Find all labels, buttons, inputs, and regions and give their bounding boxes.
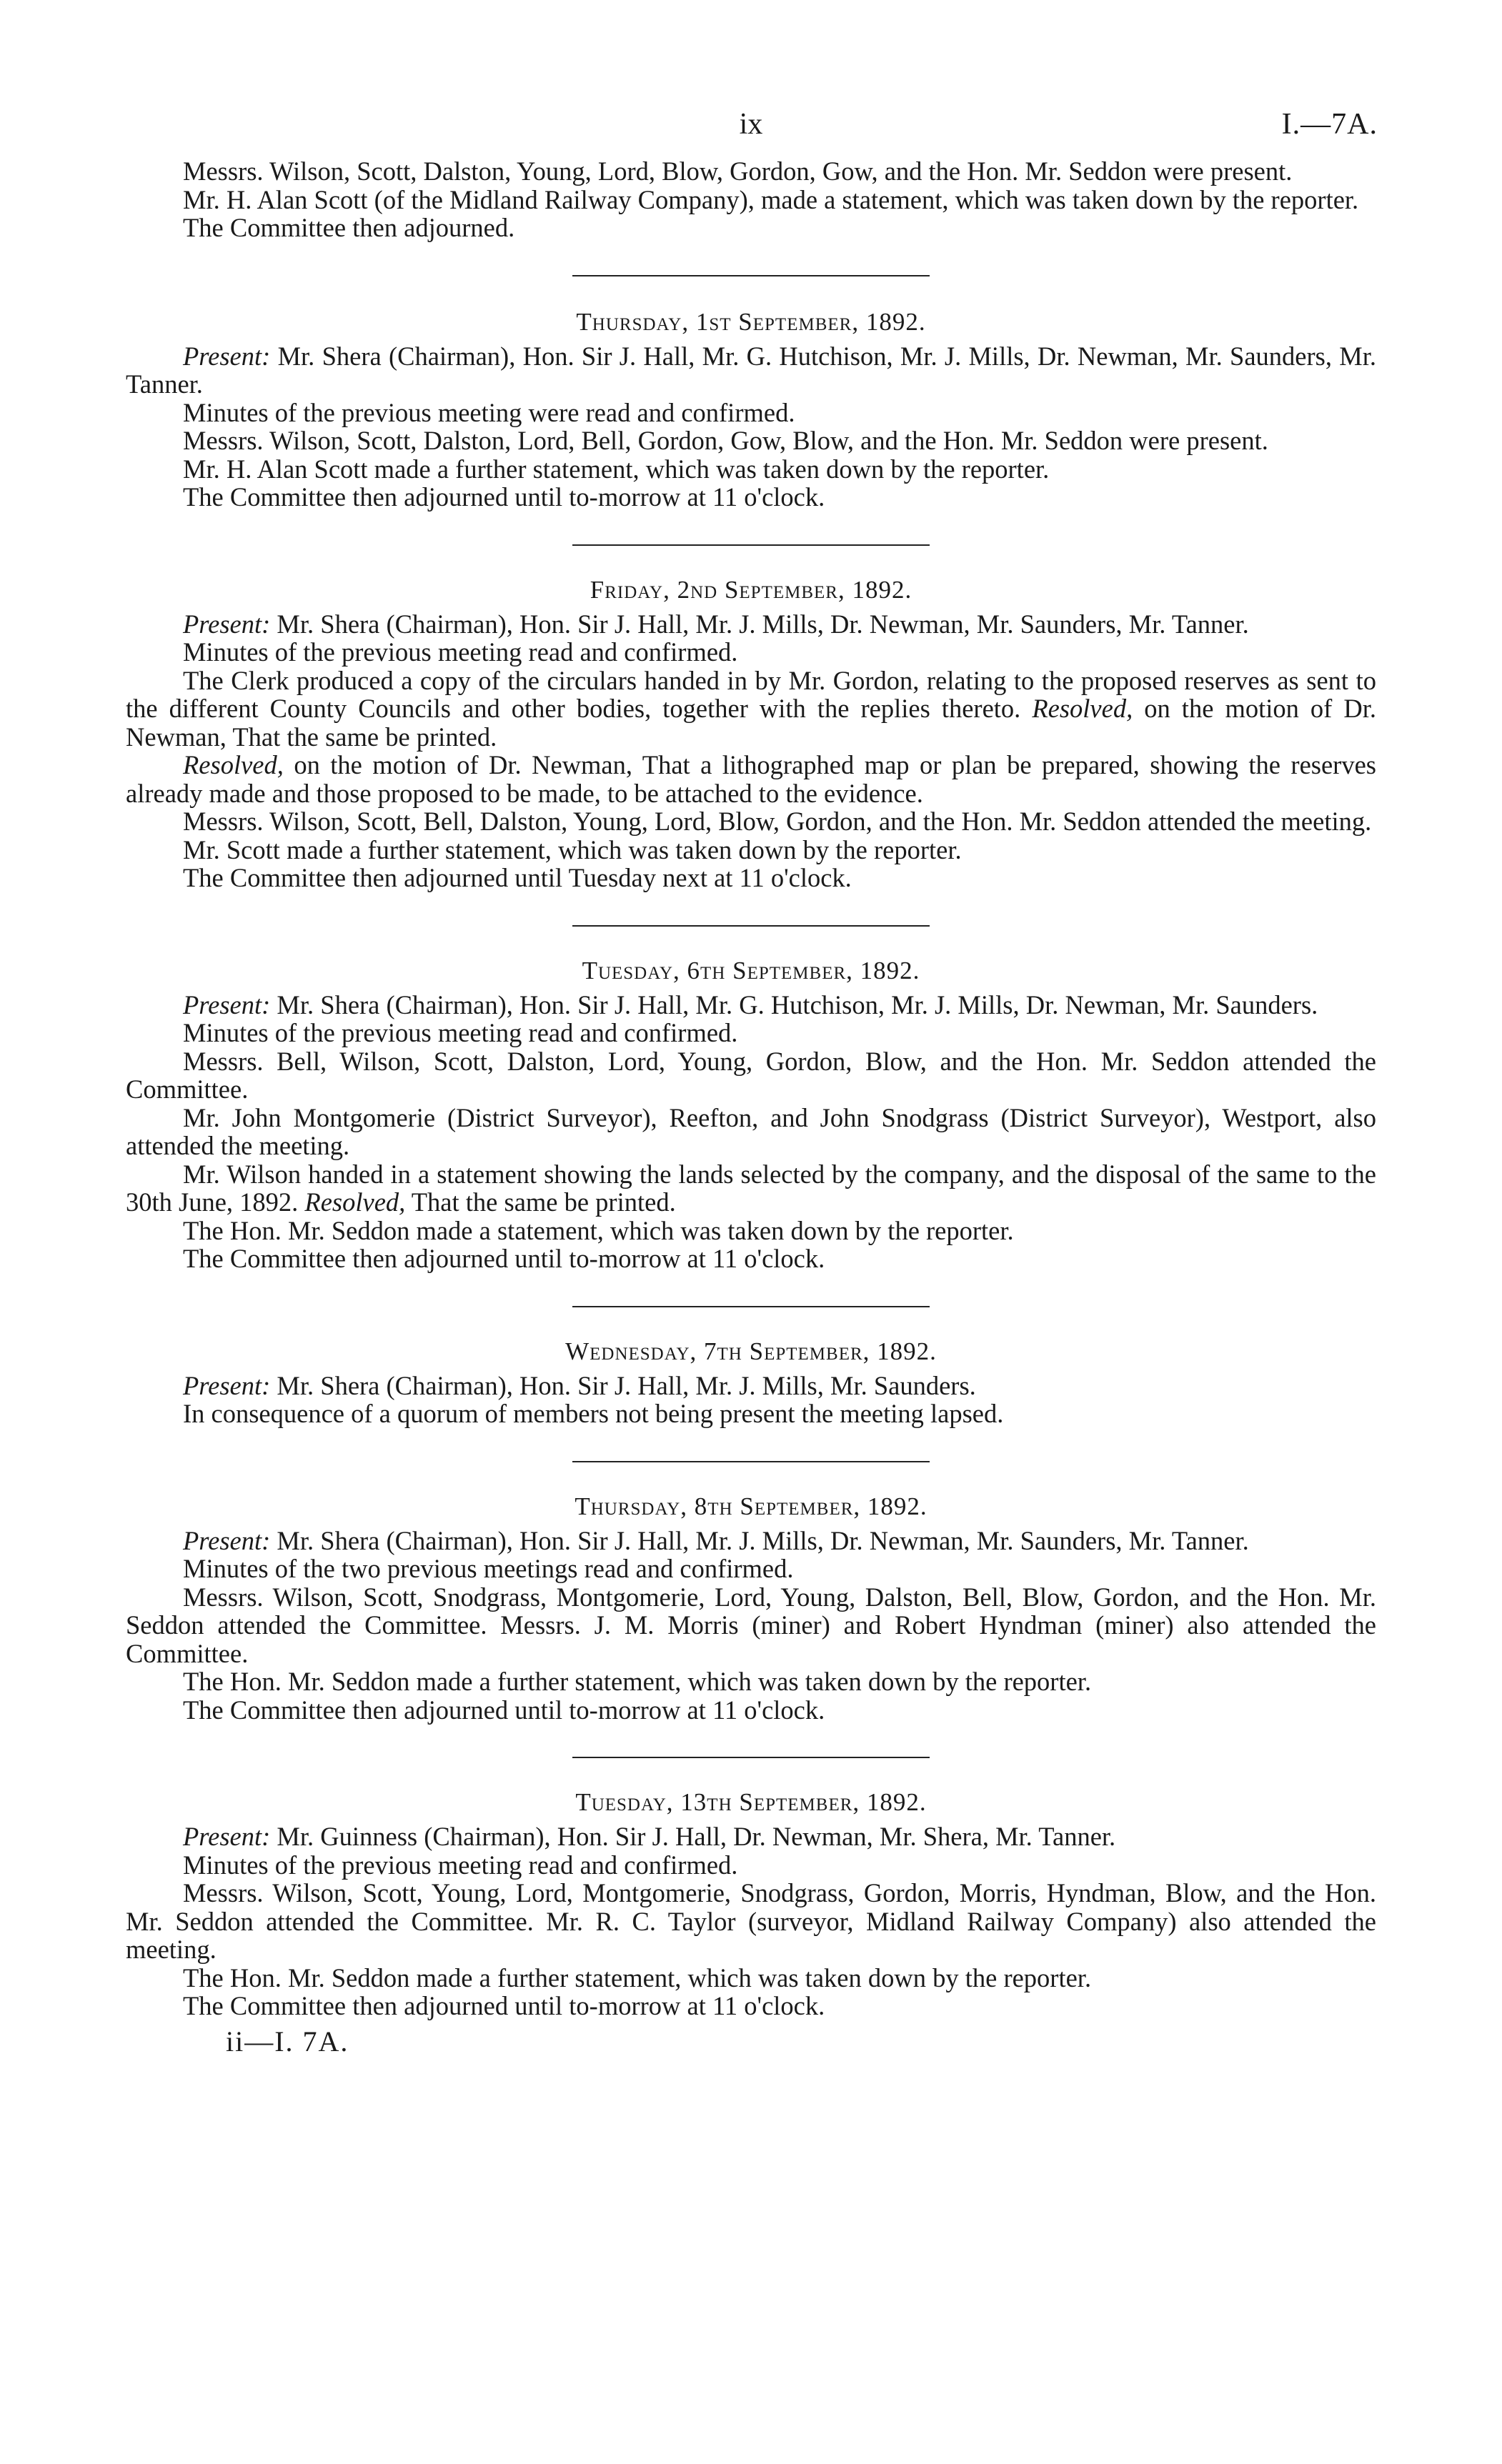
circulars-text: The Clerk produced a copy of the circulars handed in by Mr. Gordon, relating to the proposed reserves as sent to the different County Councils and other bodies, together with the replies thereto.	[126, 665, 1376, 723]
adjournment-paragraph: The Committee then adjourned until Tuesday next at 11 o'clock.	[183, 863, 852, 892]
session-thursday-1-sept	[126, 308, 1376, 512]
present-label: Present:	[183, 341, 271, 371]
attendance-paragraph: Messrs. Wilson, Scott, Young, Lord, Montgomerie, Snodgrass, Gordon, Morris, Hyndman, Blow, and the Hon. Mr. Seddon attended the Committee. Mr. R. C. Taylor (surveyor, Midland Railway Company) also attended the meeting.	[126, 1878, 1376, 1964]
section-divider	[572, 1306, 930, 1307]
statement-paragraph: Mr. Scott made a further statement, which was taken down by the reporter.	[183, 834, 962, 864]
intro-paragraph: Mr. H. Alan Scott (of the Midland Railway Company), made a statement, which was taken down by the reporter.	[183, 184, 1359, 214]
session-date: Thursday, 1st September, 1892.	[576, 307, 926, 336]
quorum-paragraph: In consequence of a quorum of members not being present the meeting lapsed.	[183, 1399, 1004, 1428]
present-paragraph	[126, 1527, 1376, 1555]
page-header	[126, 107, 1376, 157]
surveyors-paragraph: Mr. John Montgomerie (District Surveyor), Reefton, and John Snodgrass (District Surveyor), Westport, also attended the meeting.	[126, 1102, 1376, 1160]
section-divider	[572, 275, 930, 276]
present-label: Present:	[183, 1525, 271, 1555]
session-tuesday-6-sept	[126, 957, 1376, 1273]
session-friday-2-sept	[126, 576, 1376, 892]
page-number: ix	[739, 108, 763, 141]
adjournment-paragraph: The Committee then adjourned until to-morrow at 11 o'clock.	[183, 1991, 825, 2020]
session-tuesday-13-sept	[126, 1788, 1376, 2020]
session-thursday-8-sept	[126, 1492, 1376, 1725]
resolved-label: Resolved,	[1032, 694, 1133, 723]
present-label: Present:	[183, 1822, 271, 1851]
attendance-paragraph: Messrs. Wilson, Scott, Snodgrass, Montgomerie, Lord, Young, Dalston, Bell, Blow, Gordon, and the Hon. Mr. Seddon attended the Committee. Messrs. J. M. Morris (miner) and Robert Hyndman (miner) also attended the Committee.	[126, 1582, 1376, 1668]
resolved-text: That the same be printed.	[405, 1187, 676, 1217]
attendance-paragraph: Messrs. Bell, Wilson, Scott, Dalston, Lord, Young, Gordon, Blow, and the Hon. Mr. Seddon attended the Committee.	[126, 1046, 1376, 1104]
present-list: Mr. Guinness (Chairman), Hon. Sir J. Hall, Dr. Newman, Mr. Shera, Mr. Tanner.	[270, 1822, 1116, 1851]
present-label: Present:	[183, 1370, 271, 1400]
document-reference: I.—7A.	[1281, 108, 1378, 141]
present-list: Mr. Shera (Chairman), Hon. Sir J. Hall, Mr. J. Mills, Mr. Saunders.	[270, 1370, 976, 1400]
present-list: Mr. Shera (Chairman), Hon. Sir J. Hall, Mr. J. Mills, Dr. Newman, Mr. Saunders, Mr. Tanner.	[270, 609, 1249, 639]
statement-paragraph: Mr. H. Alan Scott made a further statement, which was taken down by the reporter.	[183, 454, 1050, 484]
circulars-paragraph	[126, 667, 1376, 752]
statement-paragraph: The Hon. Mr. Seddon made a statement, which was taken down by the reporter.	[183, 1215, 1014, 1245]
intro-paragraph: Messrs. Wilson, Scott, Dalston, Young, Lord, Blow, Gordon, Gow, and the Hon. Mr. Seddon were present.	[183, 156, 1293, 186]
signature-mark: ii—I. 7A.	[226, 2025, 349, 2058]
adjournment-paragraph: The Committee then adjourned until to-morrow at 11 o'clock.	[183, 482, 825, 512]
attendance-paragraph: Messrs. Wilson, Scott, Bell, Dalston, Young, Lord, Blow, Gordon, and the Hon. Mr. Seddon attended the meeting.	[183, 807, 1372, 836]
resolved-text: on the motion of Dr. Newman, That the same be printed.	[126, 694, 1376, 752]
statement-paragraph: The Hon. Mr. Seddon made a further statement, which was taken down by the reporter.	[183, 1667, 1092, 1696]
minutes-paragraph: Minutes of the previous meeting read and confirmed.	[183, 637, 738, 667]
resolution-text: on the motion of Dr. Newman, That a lithographed map or plan be prepared, showing the reserves already made and those proposed to be made, to be attached to the evidence.	[126, 750, 1376, 808]
section-divider	[572, 544, 930, 546]
session-date: Wednesday, 7th September, 1892.	[565, 1337, 937, 1365]
intro-section	[126, 157, 1376, 242]
lands-statement-paragraph	[126, 1160, 1376, 1217]
present-paragraph	[126, 342, 1376, 399]
resolved-label: Resolved,	[183, 750, 284, 779]
session-date: Thursday, 8th September, 1892.	[575, 1492, 927, 1520]
session-date: Friday, 2nd September, 1892.	[590, 575, 912, 604]
lands-statement-text: Mr. Wilson handed in a statement showing the lands selected by the company, and the disposal of the same to the 30th June, 1892.	[126, 1159, 1376, 1217]
section-divider	[572, 1461, 930, 1462]
session-date: Tuesday, 6th September, 1892.	[582, 956, 920, 984]
session-date: Tuesday, 13th September, 1892.	[575, 1788, 927, 1816]
present-paragraph	[126, 991, 1376, 1019]
minutes-paragraph: Minutes of the two previous meetings read and confirmed.	[183, 1554, 794, 1583]
attendance-paragraph: Messrs. Wilson, Scott, Dalston, Lord, Bell, Gordon, Gow, Blow, and the Hon. Mr. Seddon were present.	[183, 426, 1268, 455]
present-list: Mr. Shera (Chairman), Hon. Sir J. Hall, Mr. G. Hutchison, Mr. J. Mills, Dr. Newman, Mr. Saunders, Mr. Tanner.	[126, 341, 1376, 399]
resolved-label: Resolved,	[304, 1187, 406, 1217]
adjournment-paragraph: The Committee then adjourned until to-morrow at 11 o'clock.	[183, 1244, 825, 1273]
present-label: Present:	[183, 609, 271, 639]
present-paragraph	[126, 1372, 1376, 1400]
document-page	[126, 107, 1376, 2058]
present-paragraph	[126, 1822, 1376, 1851]
section-divider	[572, 1757, 930, 1758]
present-list: Mr. Shera (Chairman), Hon. Sir J. Hall, Mr. G. Hutchison, Mr. J. Mills, Dr. Newman, Mr. Saunders.	[270, 989, 1318, 1019]
statement-paragraph: The Hon. Mr. Seddon made a further statement, which was taken down by the reporter.	[183, 1962, 1092, 1992]
present-paragraph	[126, 610, 1376, 639]
section-divider	[572, 925, 930, 927]
resolution-paragraph	[126, 751, 1376, 807]
session-wednesday-7-sept	[126, 1337, 1376, 1428]
adjournment-paragraph: The Committee then adjourned until to-morrow at 11 o'clock.	[183, 1695, 825, 1725]
intro-paragraph: The Committee then adjourned.	[183, 213, 515, 242]
present-label: Present:	[183, 989, 271, 1019]
present-list: Mr. Shera (Chairman), Hon. Sir J. Hall, Mr. J. Mills, Dr. Newman, Mr. Saunders, Mr. Tanner.	[270, 1525, 1249, 1555]
minutes-paragraph: Minutes of the previous meeting read and confirmed.	[183, 1850, 738, 1880]
minutes-paragraph: Minutes of the previous meeting were read and confirmed.	[183, 397, 795, 427]
minutes-paragraph: Minutes of the previous meeting read and confirmed.	[183, 1018, 738, 1047]
